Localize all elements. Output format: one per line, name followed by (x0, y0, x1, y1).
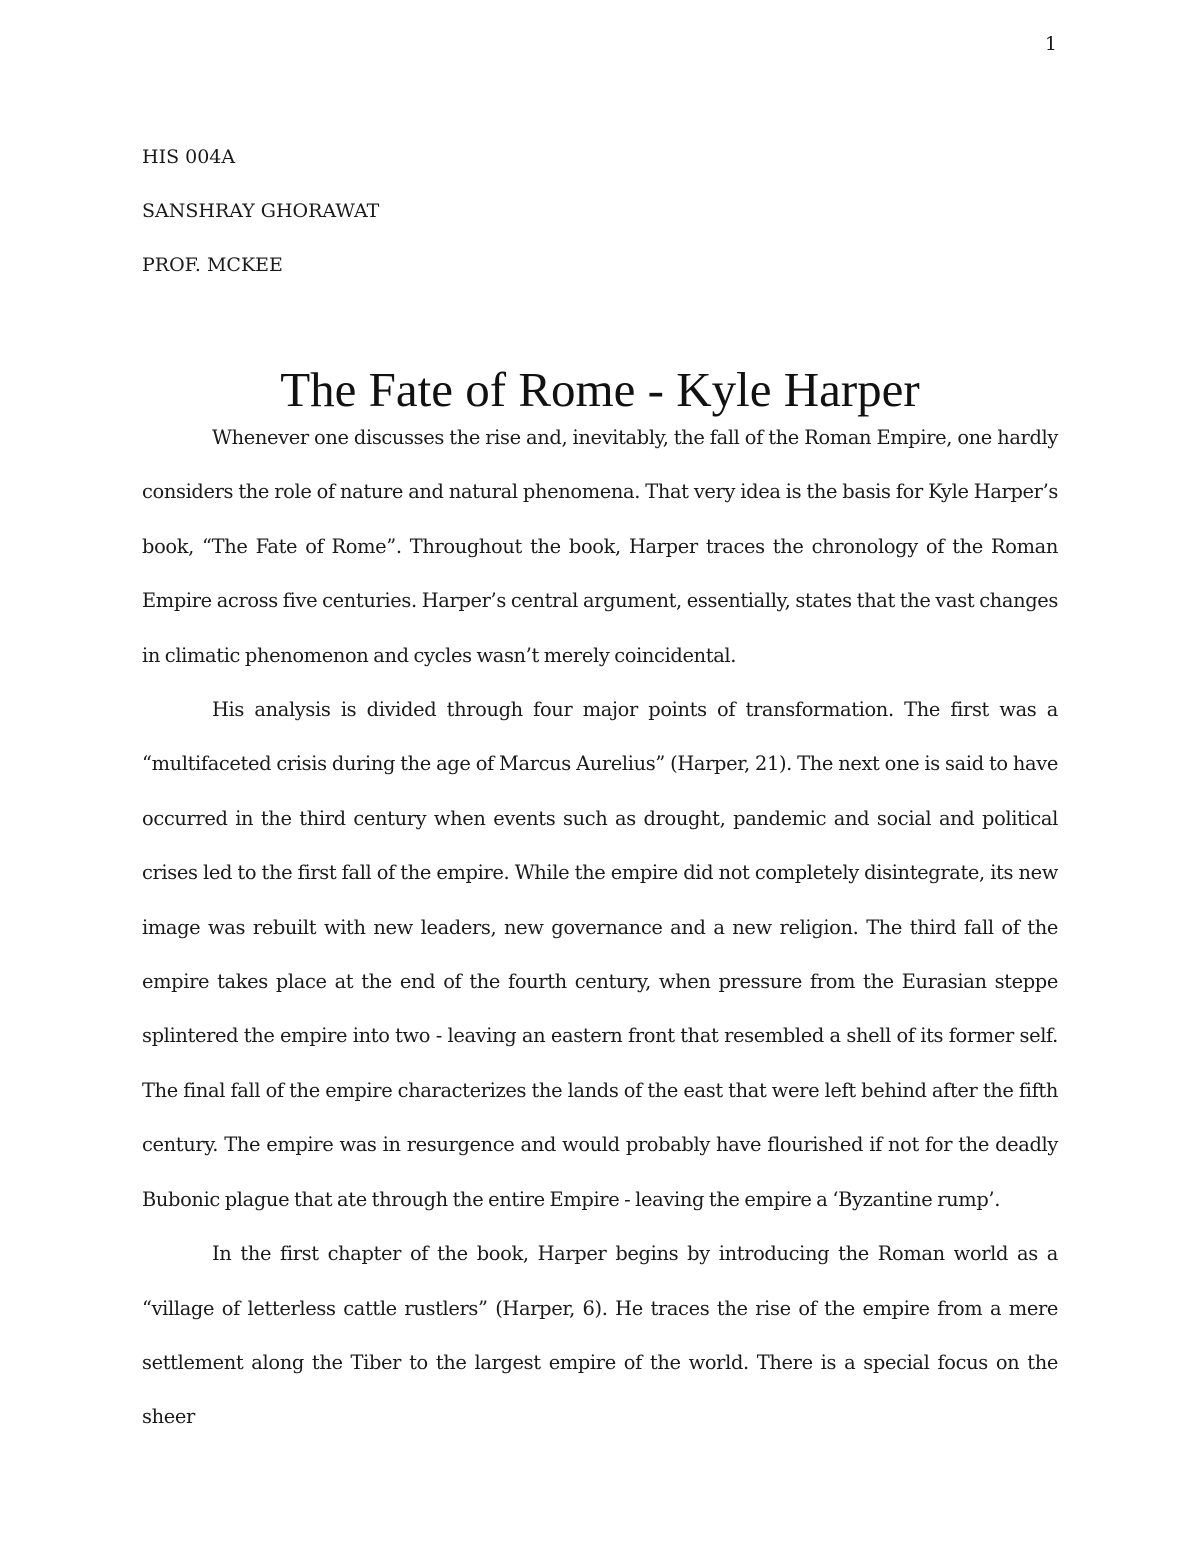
course-code: HIS 004A (142, 146, 236, 168)
paragraph-3: In the first chapter of the book, Harper begins by introducing the Roman world as a “village of letterless cattle rustlers” (Harper, 6). He traces the rise of the empire from a mere settlement along the Tiber to the largest empire of the world. There is a special focus on the sheer (142, 1242, 1058, 1429)
professor-name: PROF. MCKEE (142, 254, 283, 276)
author-name: SANSHRAY GHORAWAT (142, 200, 380, 222)
paragraph-1: Whenever one discusses the rise and, inevitably, the fall of the Roman Empire, one hardly considers the role of nature and natural phenomena. That very idea is the basis for Kyle Harper’s book, “The Fate of Rome”. Throughout the book, Harper traces the chronology of the Roman Empire across five centuries. Harper’s central argument, essentially, states that the vast changes in climatic phenomenon and cycles wasn’t merely coincidental. (142, 426, 1058, 667)
header-block (142, 145, 379, 307)
document-title: The Fate of Rome - Kyle Harper (280, 362, 920, 417)
paragraph-2: His analysis is divided through four major points of transformation. The first was a “multifaceted crisis during the age of Marcus Aurelius” (Harper, 21). The next one is said to have occurred in the third century when events such as drought, pandemic and social and political crises led to the first fall of the empire. While the empire did not completely disintegrate, its new image was rebuilt with new leaders, new governance and a new religion. The third fall of the empire takes place at the end of the fourth century, when pressure from the Eurasian steppe splintered the empire into two - leaving an eastern front that resembled a shell of its former self. The final fall of the empire characterizes the lands of the east that were left behind after the fifth century. The empire was in resurgence and would probably have flourished if not for the deadly Bubonic plague that ate through the entire Empire - leaving the empire a ‘Byzantine rump’. (142, 698, 1058, 1211)
page-number: 1 (1044, 33, 1057, 55)
body-text (142, 411, 1058, 1445)
